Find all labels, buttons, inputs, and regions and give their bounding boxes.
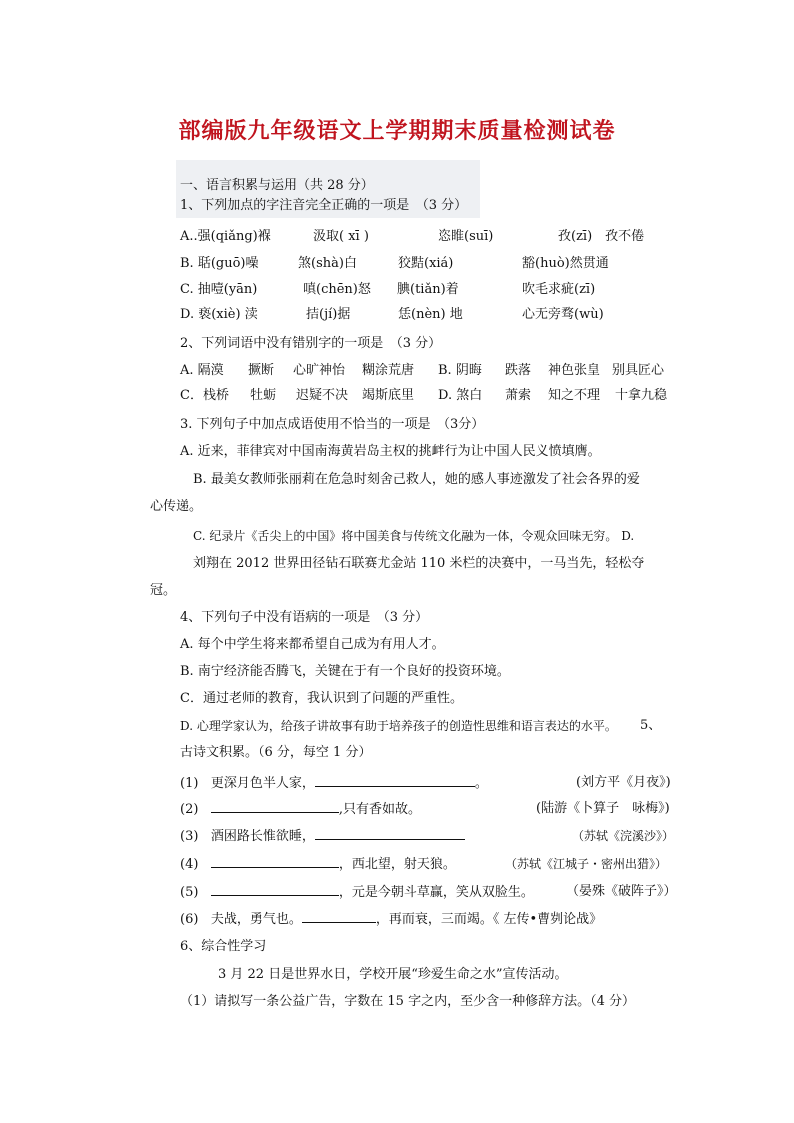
q2-row2-5: D. 煞白 [438,388,483,403]
q1-d-3: 恁(nèn) 地 [398,307,463,322]
q2-row1-7: 神色张皇 [548,363,601,378]
answer-blank[interactable] [315,774,475,787]
item-number: (1) [180,776,199,791]
poem-text: 更深月色半人家， [210,776,315,791]
answer-blank[interactable] [211,800,339,813]
q2-row2-1: C．栈桥 [180,388,229,403]
q2-row2-2: 牡蛎 [250,388,277,403]
poem-line-6 [180,910,602,929]
page-title: 部编版九年级语文上学期期末质量检测试卷 [178,119,616,144]
q1-a-1: A..强(qiǎng)褓 [180,229,271,244]
poem-text: ,只有香如故。 [338,802,421,817]
q4-option-b: B. 南宁经济能否腾飞，关键在于有一个良好的投资环境。 [180,664,510,679]
answer-blank[interactable] [211,883,339,896]
question-5-number: 5、 [640,718,662,733]
poem-line-5 [180,883,534,902]
poem-line-4 [180,855,456,874]
poem-text: 夫战，勇气也。 [210,912,302,927]
q1-b-1: B. 聒(guō)噪 [180,256,259,271]
q2-row2-6: 萧索 [505,388,532,403]
q3-option-a: A. 近来，菲律宾对中国南海黄岩岛主权的挑衅行为让中国人民义愤填膺。 [180,444,601,459]
answer-blank[interactable] [211,855,339,868]
question-1-stem: 1、下列加点的字注音完全正确的一项是 （3 分） [180,198,468,213]
poem-source-1: (刘方平《月夜》) [576,775,671,790]
q3-option-c: C. 纪录片《舌尖上的中国》将中国美食与传统文化融为一体，令观众回味无穷。 D. [193,529,635,543]
q1-c-3: 腆(tiǎn)着 [397,282,459,297]
poem-source-3: （苏轼《浣溪沙》） [572,829,675,843]
q2-row2-8: 十拿九稳 [615,388,668,403]
q6-subquestion-1: （1）请拟写一条公益广告，字数在 15 字之内，至少含一种修辞方法。（4 分） [180,994,635,1009]
q2-row1-4: 糊涂荒唐 [362,363,415,378]
poem-text: ，再而衰，三而竭。《 左传•曹刿论战》 [375,912,603,927]
item-number: (2) [180,802,199,817]
q6-intro: 3 月 22 日是世界水日，学校开展“珍爱生命之水”宣传活动。 [218,967,568,982]
question-5-stem: 古诗文积累。（6 分，每空 1 分） [180,745,372,760]
poem-line-1 [180,774,488,793]
question-4-stem: 4、下列句子中没有语病的一项是 （3 分） [180,610,429,625]
q2-row2-3: 迟疑不决 [296,388,349,403]
poem-text: 酒困路长惟欲睡， [210,829,315,844]
item-number: (3) [180,829,199,844]
q1-c-1: C. 抽噎(yān) [180,282,258,297]
question-6-stem: 6、综合性学习 [180,939,267,954]
q2-row1-6: 跌落 [505,363,532,378]
q3-option-d: 刘翔在 2012 世界田径钻石联赛尤金站 110 米栏的决赛中，一马当先，轻松夺 [193,556,645,571]
q3-option-d-cont: 冠。 [150,583,177,598]
q1-a-3: 恣睢(suī) [438,229,494,244]
q1-a-4: 孜(zī) 孜不倦 [558,229,645,244]
poem-text: ，西北望，射天狼。 [338,857,456,872]
question-3-stem: 3. 下列句子中加点成语使用不恰当的一项是 （3分） [180,417,485,432]
q2-row1-1: A. 隔漠 [180,363,224,378]
q1-c-4: 吹毛求疵(zī) [522,282,596,297]
q4-option-c: C．通过老师的教育，我认识到了问题的严重性。 [180,691,463,706]
q1-a-2: 汲取( xī ) [313,229,369,244]
q1-d-1: D. 亵(xiè) 渎 [180,307,258,322]
q4-option-a: A. 每个中学生将来都希望自己成为有用人才。 [180,637,445,652]
q1-c-2: 嗔(chēn)怒 [303,282,371,297]
q1-b-3: 狡黠(xiá) [398,256,454,271]
q1-d-2: 拮(jí)据 [306,307,351,322]
poem-line-2 [180,800,421,819]
poem-text: ，元是今朝斗草赢，笑从双脸生。 [338,885,534,900]
q1-b-2: 煞(shà)白 [298,256,357,271]
item-number: (4) [180,857,199,872]
q2-row2-4: 竭斯底里 [362,388,415,403]
item-number: (6) [180,912,199,927]
item-number: (5) [180,885,199,900]
answer-blank[interactable] [302,910,376,923]
q2-row1-3: 心旷神怡 [293,363,346,378]
poem-line-3 [180,827,465,846]
q3-option-b-cont: 心传递。 [150,499,203,514]
q2-row2-7: 知之不理 [548,388,601,403]
answer-blank[interactable] [315,827,465,840]
q2-row1-5: B. 阴晦 [438,363,482,378]
poem-source-4: （苏轼《江城子・密州出猎》） [505,857,668,871]
q3-option-b: B. 最美女教师张丽莉在危急时刻舍己救人，她的感人事迹激发了社会各界的爱 [193,472,640,487]
poem-source-2: (陆游《卜算子 咏梅》) [536,801,670,816]
section-heading: 一、语言积累与运用（共 28 分） [180,178,374,193]
q2-row1-8: 别具匠心 [612,363,665,378]
q2-row1-2: 撅断 [248,363,275,378]
poem-source-5: （晏殊《破阵子》） [566,884,677,899]
question-2-stem: 2、下列词语中没有错别字的一项是 （3 分） [180,336,442,351]
q4-option-d: D. 心理学家认为，给孩子讲故事有助于培养孩子的创造性思维和语言表达的水平。 [180,719,617,733]
poem-text: 。 [474,776,488,791]
q1-d-4: 心无旁骛(wù) [522,307,604,322]
q1-b-4: 豁(huò)然贯通 [522,256,609,271]
